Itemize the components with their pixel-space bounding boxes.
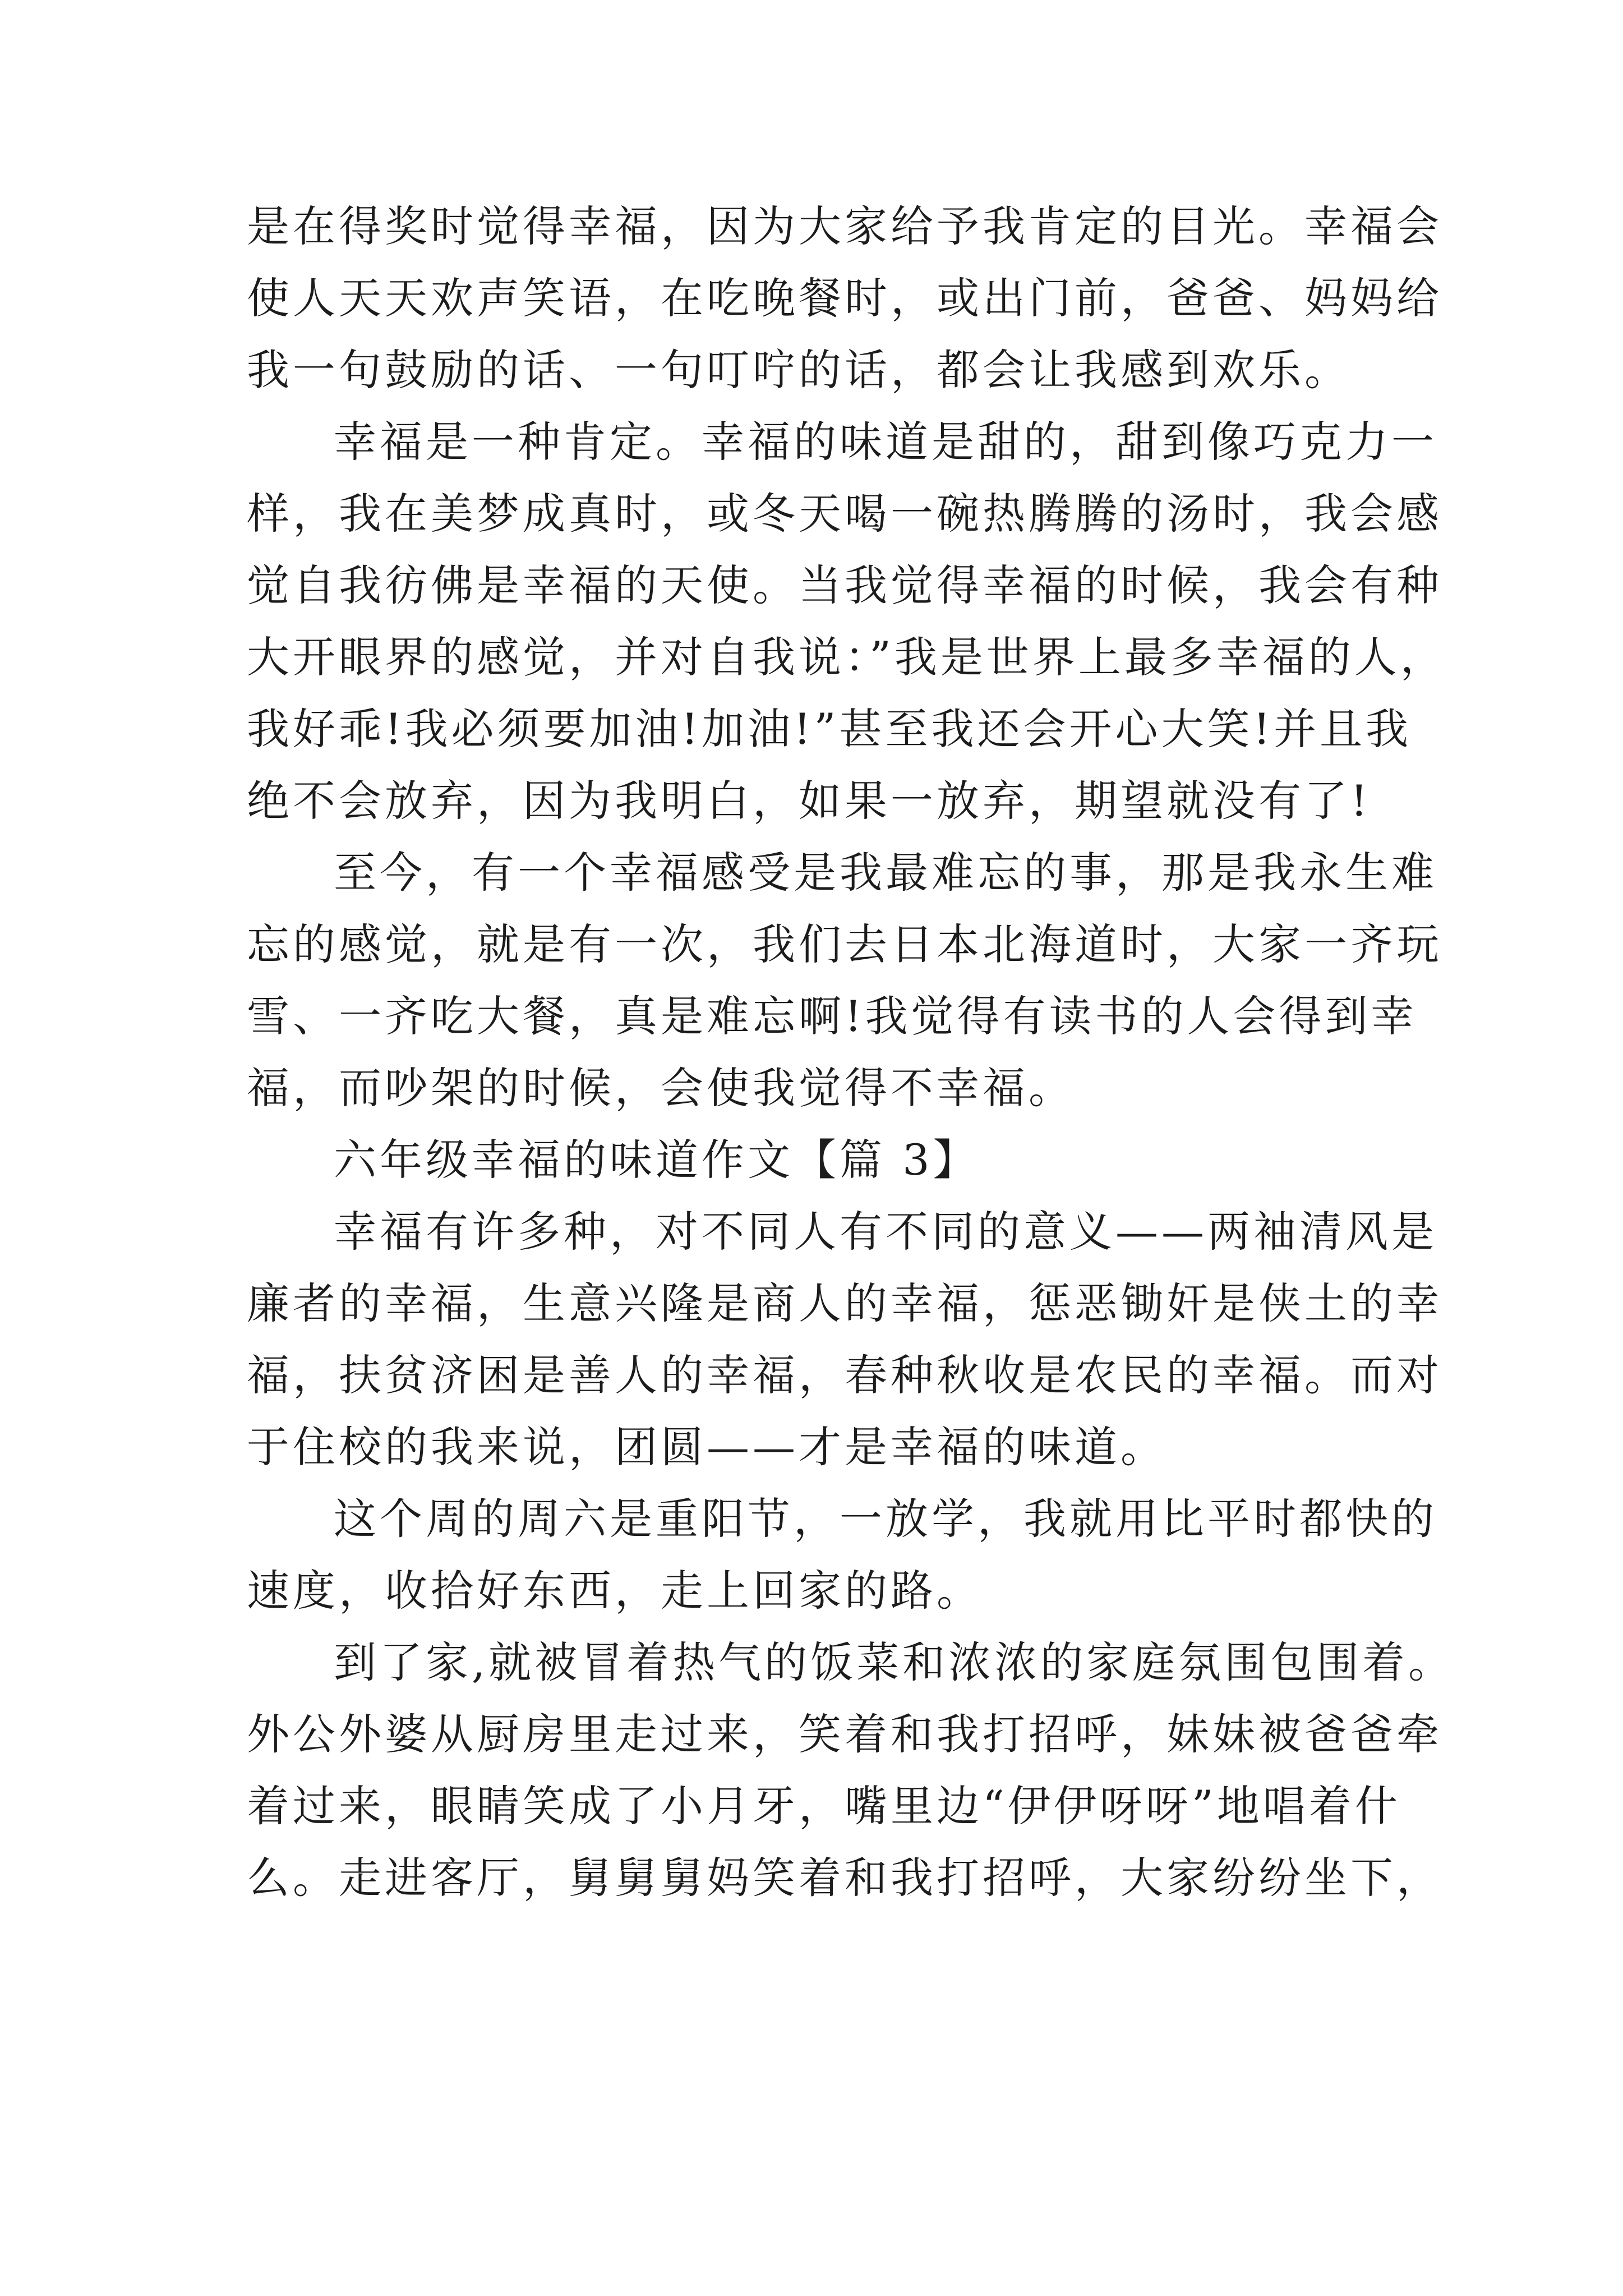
text-line: 福，而吵架的时候，会使我觉得不幸福。	[247, 1063, 1075, 1113]
text-line: 速度，收拾好东西，走上回家的路。	[247, 1566, 983, 1616]
text-line: 我一句鼓励的话、一句叮咛的话，都会让我感到欢乐。	[247, 345, 1350, 395]
text-line: 外公外婆从厨房里走过来，笑着和我打招呼，妹妹被爸爸牵	[247, 1709, 1442, 1759]
text-line: 于住校的我来说，团圆——才是幸福的味道。	[247, 1422, 1166, 1472]
text-line: 使人天天欢声笑语，在吃晚餐时，或出门前，爸爸、妈妈给	[247, 273, 1442, 323]
section-heading: 六年级幸福的味道作文【篇 3】	[334, 1135, 979, 1185]
paragraph-first-line: 这个周的周六是重阳节，一放学，我就用比平时都快的	[334, 1494, 1437, 1544]
paragraph-first-line: 幸福有许多种，对不同人有不同的意义——两袖清风是	[334, 1207, 1437, 1257]
text-line: 忘的感觉，就是有一次，我们去日本北海道时，大家一齐玩	[247, 919, 1442, 969]
text-line: 廉者的幸福，生意兴隆是商人的幸福，惩恶锄奸是侠土的幸	[247, 1278, 1442, 1328]
paragraph-first-line: 幸福是一种肯定。幸福的味道是甜的，甜到像巧克力一	[334, 417, 1437, 467]
text-line: 绝不会放弃，因为我明白，如果一放弃，期望就没有了!	[247, 776, 1371, 826]
text-line: 么。走进客厅，舅舅舅妈笑着和我打招呼，大家纷纷坐下，	[247, 1853, 1442, 1903]
paragraph-first-line: 至今，有一个幸福感受是我最难忘的事，那是我永生难	[334, 848, 1437, 898]
text-line: 雪、一齐吃大餐，真是难忘啊!我觉得有读书的人会得到幸	[247, 991, 1417, 1041]
text-line: 我好乖!我必须要加油!加油!”甚至我还会开心大笑!并且我	[247, 704, 1412, 754]
essay-body	[247, 191, 1455, 1914]
text-line: 着过来，眼睛笑成了小月牙，嘴里边“伊伊呀呀”地唱着什	[247, 1781, 1401, 1831]
text-line: 觉自我彷佛是幸福的天使。当我觉得幸福的时候，我会有种	[247, 560, 1442, 610]
paragraph-first-line: 到了家,就被冒着热气的饭菜和浓浓的家庭氛围包围着。	[334, 1637, 1455, 1687]
text-line: 大开眼界的感觉，并对自我说：”我是世界上最多幸福的人，	[247, 632, 1446, 682]
text-line: 是在得奖时觉得幸福，因为大家给予我肯定的目光。幸福会	[247, 201, 1442, 251]
text-line: 样，我在美梦成真时，或冬天喝一碗热腾腾的汤时，我会感	[247, 489, 1442, 539]
text-line: 福，扶贫济困是善人的幸福，春种秋收是农民的幸福。而对	[247, 1350, 1442, 1400]
